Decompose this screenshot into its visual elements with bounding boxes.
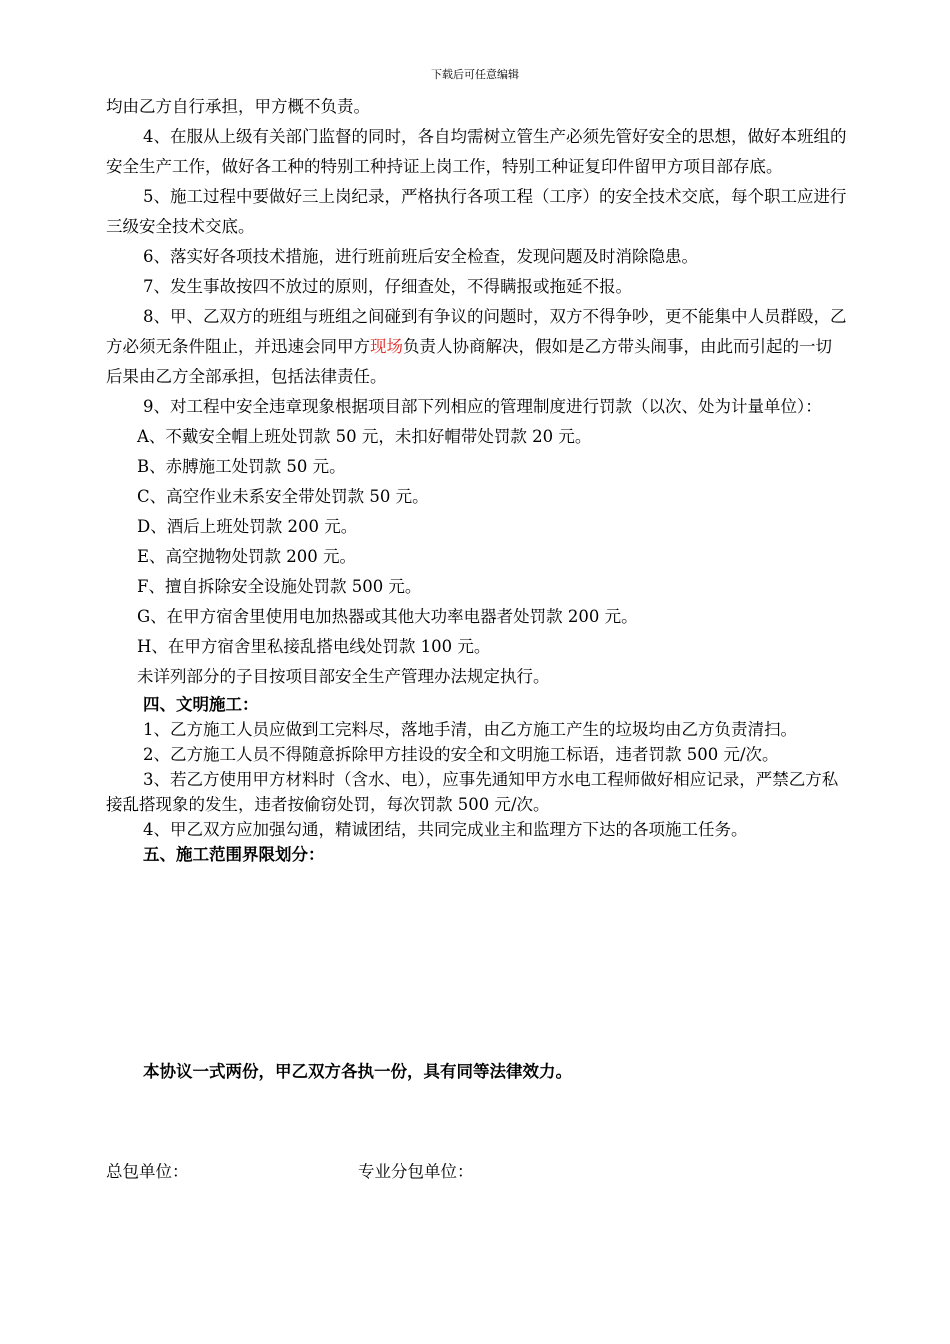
paragraph-item-6: 6、落实好各项技术措施，进行班前班后安全检查，发现问题及时消除隐患。 [143,247,698,266]
document-body [106,92,848,867]
p8-highlight: 现场 [370,337,403,356]
paragraph-continued: 均由乙方自行承担，甲方概不负责。 [106,97,370,116]
penalty-item-b: B、赤膊施工处罚款 50 元。 [137,457,346,476]
p8-text-before: 8、甲、乙双方的班组与班组之间碰到有争议的问题时，双方不得争吵，更不能集中人员群殴，乙方必须无条件阻止，并迅速会同甲方 [106,307,847,356]
paragraph-item-7: 7、发生事故按四不放过的原则，仔细查处，不得瞒报或拖延不报。 [143,277,632,296]
paragraph-item-8 [106,302,848,392]
signature-subcontractor: 专业分包单位： [358,1162,474,1181]
section-4-item-4: 4、甲乙双方应加强勾通，精诚团结，共同完成业主和监理方下达的各项施工任务。 [143,820,748,839]
penalty-item-f: F、擅自拆除安全设施处罚款 500 元。 [137,577,422,596]
paragraph-item-4: 4、在服从上级有关部门监督的同时，各自均需树立管生产必须先管好安全的思想，做好本班组的安全生产工作，做好各工种的特别工种持证上岗工作，特别工种证复印件留甲方项目部存底。 [106,127,847,176]
section-4-item-1: 1、乙方施工人员应做到工完料尽，落地手清，由乙方施工产生的垃圾均由乙方负责清扫。 [143,720,797,739]
signature-general-contractor: 总包单位： [106,1162,189,1181]
penalty-item-g: G、在甲方宿舍里使用电加热器或其他大功率电器者处罚款 200 元。 [137,607,638,626]
penalty-item-c: C、高空作业未系安全带处罚款 50 元。 [137,487,429,506]
penalty-note: 未详列部分的子目按项目部安全生产管理办法规定执行。 [137,667,550,686]
paragraph-item-5: 5、施工过程中要做好三上岗纪录，严格执行各项工程（工序）的安全技术交底，每个职工应进行三级安全技术交底。 [106,187,847,236]
page-header: 下载后可任意编辑 [431,68,519,81]
penalty-list [106,422,848,692]
section-4-title: 四、文明施工： [143,695,259,714]
penalty-item-d: D、酒后上班处罚款 200 元。 [137,517,358,536]
paragraph-item-9: 9、对工程中安全违章现象根据项目部下列相应的管理制度进行罚款（以次、处为计量单位）： [143,397,822,416]
penalty-item-a: A、不戴安全帽上班处罚款 50 元，未扣好帽带处罚款 20 元。 [137,427,592,446]
section-4-item-2: 2、乙方施工人员不得随意拆除甲方挂设的安全和文明施工标语，违者罚款 500 元/次。 [143,745,779,764]
p8-text-after: 负责人协商解决，假如是乙方带头闹事，由此而引起的一切后果由乙方全部承担，包括法律责任。 [106,337,832,386]
section-4-item-3: 3、若乙方使用甲方材料时（含水、电），应事先通知甲方水电工程师做好相应记录，严禁乙方私接乱搭现象的发生，违者按偷窃处罚，每次罚款 500 元/次。 [106,770,839,814]
section-5-title: 五、施工范围界限划分： [143,845,325,864]
penalty-item-h: H、在甲方宿舍里私接乱搭电线处罚款 100 元。 [137,637,491,656]
penalty-item-e: E、高空抛物处罚款 200 元。 [137,547,357,566]
agreement-statement: 本协议一式两份，甲乙双方各执一份，具有同等法律效力。 [143,1062,572,1081]
